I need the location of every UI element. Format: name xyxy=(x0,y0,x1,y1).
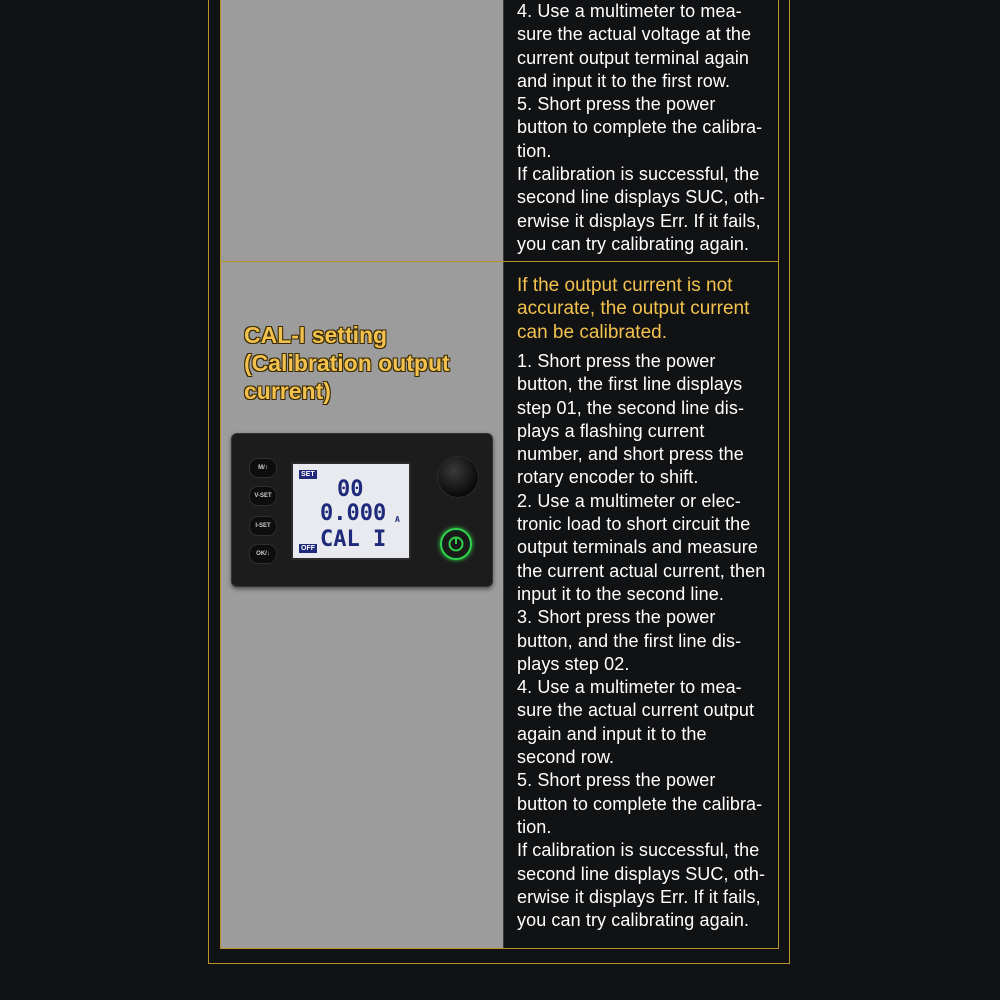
mode-button: M/↕ xyxy=(249,458,277,478)
lcd-line-1: 00 xyxy=(337,477,364,502)
ok-button: OK/↓ xyxy=(249,544,277,564)
row-divider xyxy=(220,261,779,262)
lcd-line-3: CAL I xyxy=(320,527,387,552)
power-supply-device xyxy=(231,433,493,587)
left-panel-top xyxy=(221,0,503,261)
lcd-set-badge: SET xyxy=(301,471,315,478)
cal-i-heading: If the output current is not accurate, the output current can be calibrated. xyxy=(517,275,750,343)
power-icon xyxy=(440,528,472,560)
cal-i-section-title: CAL-I setting (Calibration output current) xyxy=(244,322,450,404)
lcd-line-2: 0.000 xyxy=(320,501,387,526)
column-divider xyxy=(503,0,504,948)
lcd-unit: A xyxy=(395,515,400,524)
rotary-encoder-icon xyxy=(437,456,479,498)
lcd-display xyxy=(291,462,411,560)
lcd-off-badge: OFF xyxy=(301,545,315,552)
i-set-button: I-SET xyxy=(249,516,277,536)
cal-i-instructions: 1. Short press the power button, the first line displays step 01, the second line dis- plays a flashing current number, and short press the rotary encoder to shift. 2. Use a multimeter or elec- tronic load to short circuit the output terminals and measure the current actual current, then input it to the second line. 3. Short press the power button, and the first line dis- plays step 02. 4. Use a multimeter to mea- sure the actual current output again and input it to the second row. 5. Short press the power button to complete the calibra- tion. If calibration is successful, the second line displays SUC, oth- erwise it displays Err. If it fails, you can try calibrating again. xyxy=(517,351,766,931)
v-set-button: V-SET xyxy=(249,486,277,506)
top-instructions: 4. Use a multimeter to mea- sure the actual voltage at the current output terminal again and input it to the first row. 5. Short press the power button to complete the calibra- tion. If calibration is successful, the second line displays SUC, oth- erwise it displays Err. If it fails, you can try calibrating again. xyxy=(517,1,766,254)
